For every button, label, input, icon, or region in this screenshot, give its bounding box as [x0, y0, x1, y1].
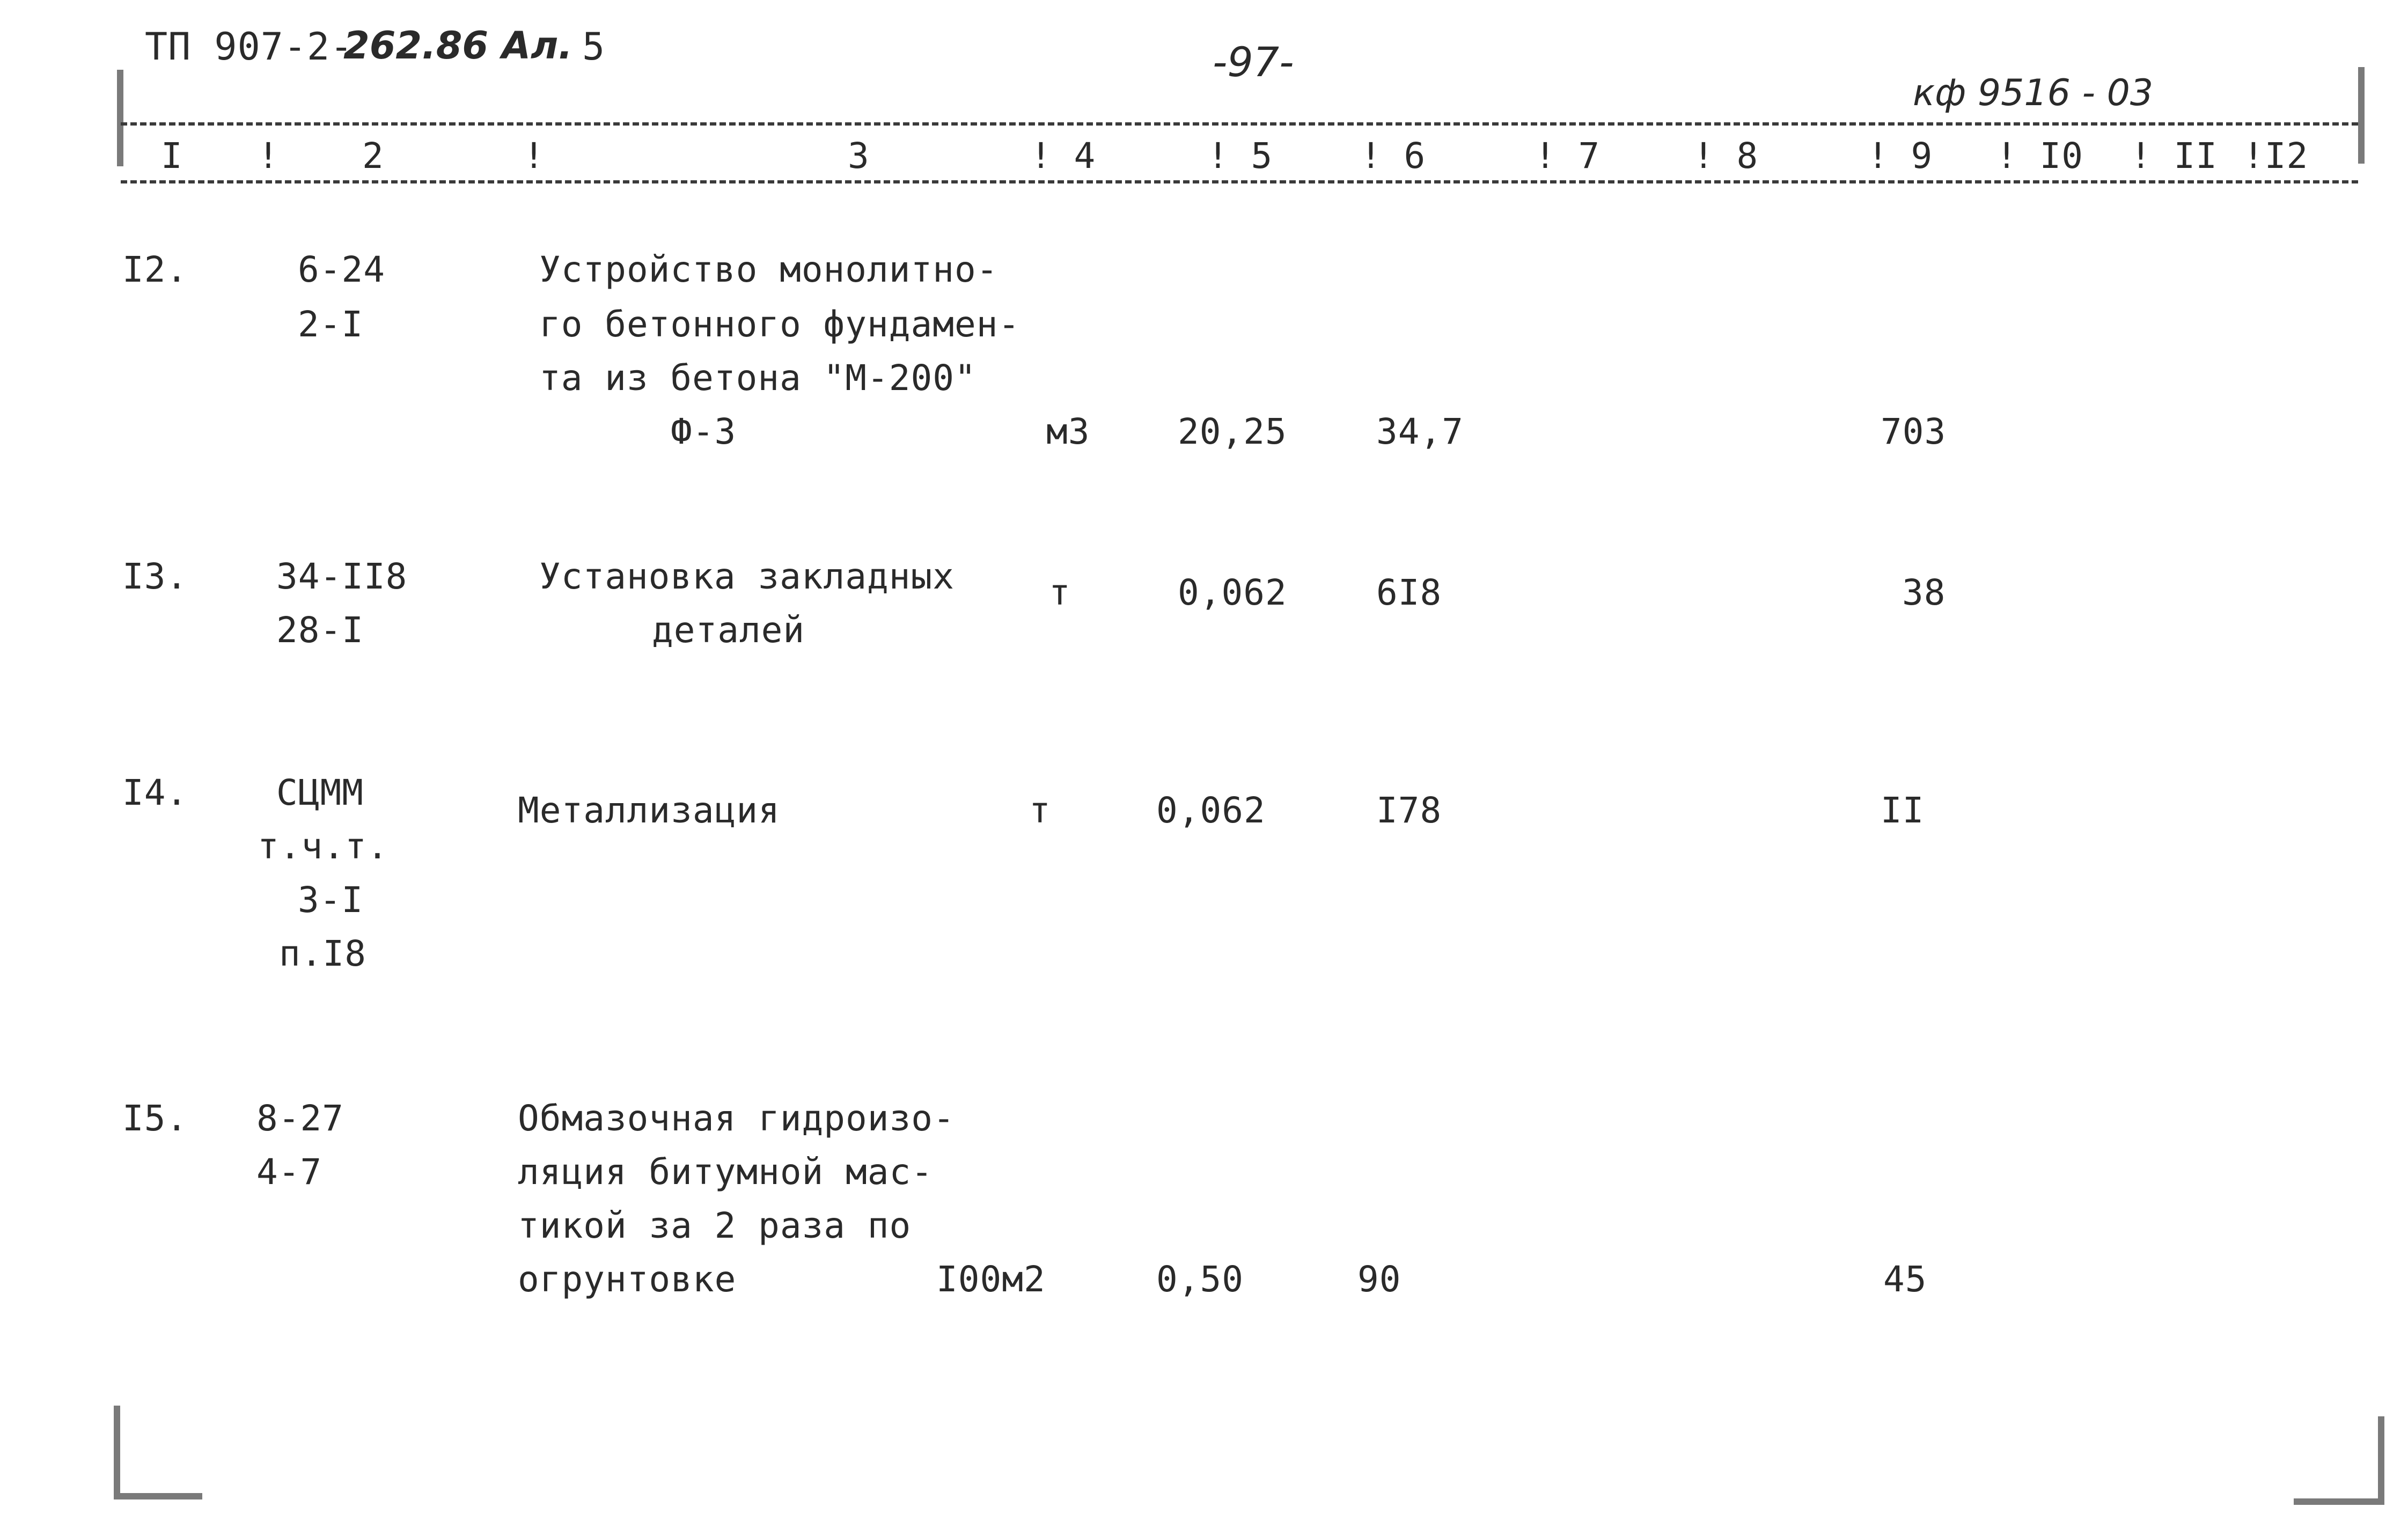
col-11: ! II: [2130, 135, 2218, 177]
page-number: -97-: [1213, 38, 1294, 86]
unit: т: [1049, 572, 1071, 613]
total: 38: [1902, 572, 1946, 613]
quantity: 0,062: [1178, 572, 1287, 613]
norm-code-line: 28-I: [276, 609, 364, 651]
header-rule-bottom: [121, 180, 2358, 183]
description-line: го бетонного фундамен-: [539, 304, 1021, 345]
description-line: Обмазочная гидроизо-: [518, 1098, 955, 1139]
col-1: I: [161, 135, 183, 177]
norm-code-line: СЦММ: [276, 772, 364, 813]
norm-code-line: 8-27: [256, 1098, 344, 1139]
frame-bottom-left-h: [114, 1493, 202, 1499]
unit-price: 6I8: [1376, 572, 1442, 613]
unit: т: [1029, 790, 1051, 831]
row-number: I5.: [122, 1098, 188, 1139]
row-number: I2.: [122, 249, 188, 290]
col-10: ! I0: [1996, 135, 2083, 177]
norm-code-line: т.ч.т.: [258, 826, 389, 867]
description-line: Металлизация: [518, 790, 780, 831]
col-8: ! 8: [1693, 135, 1759, 177]
header-rule-top: [121, 122, 2358, 126]
description-line: деталей: [652, 609, 805, 651]
norm-code-line: 3-I: [298, 879, 364, 921]
total: 703: [1881, 411, 1947, 452]
frame-top-left-mark: [117, 70, 123, 166]
col-4: ! 4: [1030, 135, 1096, 177]
col-12: !I2: [2243, 135, 2309, 177]
col-3: 3: [848, 135, 870, 177]
unit: м3: [1046, 411, 1090, 452]
col-7: ! 7: [1535, 135, 1601, 177]
norm-code-line: 2-I: [298, 304, 364, 345]
col-5: ! 5: [1207, 135, 1273, 177]
col-6: ! 6: [1360, 135, 1426, 177]
doc-number-handwritten: 262.86: [343, 24, 489, 68]
stamp-handwritten: кф 9516 - 03: [1913, 72, 2154, 114]
quantity: 0,50: [1156, 1259, 1244, 1300]
norm-code-line: 4-7: [256, 1151, 322, 1193]
unit: I00м2: [936, 1259, 1046, 1300]
unit-price: I78: [1376, 790, 1442, 831]
description-line: Установка закладных: [539, 556, 955, 597]
description-line: огрунтовке: [518, 1259, 737, 1300]
album-label-handwritten: Ал.: [502, 24, 573, 68]
unit-price: 90: [1357, 1259, 1401, 1300]
col-9: ! 9: [1867, 135, 1933, 177]
frame-top-right-mark: [2358, 67, 2365, 164]
description-line: ляция битумной мас-: [518, 1151, 933, 1193]
frame-bottom-right-h: [2294, 1498, 2384, 1505]
norm-code-line: 6-24: [298, 249, 385, 290]
col-sep-2: !: [523, 135, 545, 177]
doc-prefix: ТП 907-2-: [145, 25, 354, 69]
norm-code-line: 34-II8: [276, 556, 408, 597]
album-number: 5: [582, 25, 606, 69]
total: II: [1881, 790, 1925, 831]
frame-bottom-right-v: [2378, 1416, 2384, 1505]
description-line: тикой за 2 раза по: [518, 1205, 912, 1246]
description-line: Ф-3: [671, 411, 737, 452]
row-number: I3.: [122, 556, 188, 597]
frame-bottom-left-v: [114, 1406, 120, 1499]
quantity: 20,25: [1178, 411, 1287, 452]
col-sep-1: !: [258, 135, 280, 177]
norm-code-line: п.I8: [279, 933, 366, 974]
total: 45: [1883, 1259, 1927, 1300]
quantity: 0,062: [1156, 790, 1266, 831]
unit-price: 34,7: [1376, 411, 1464, 452]
row-number: I4.: [122, 772, 188, 813]
col-2: 2: [362, 135, 384, 177]
description-line: Устройство монолитно-: [539, 249, 999, 290]
description-line: та из бетона "М-200": [539, 357, 977, 399]
